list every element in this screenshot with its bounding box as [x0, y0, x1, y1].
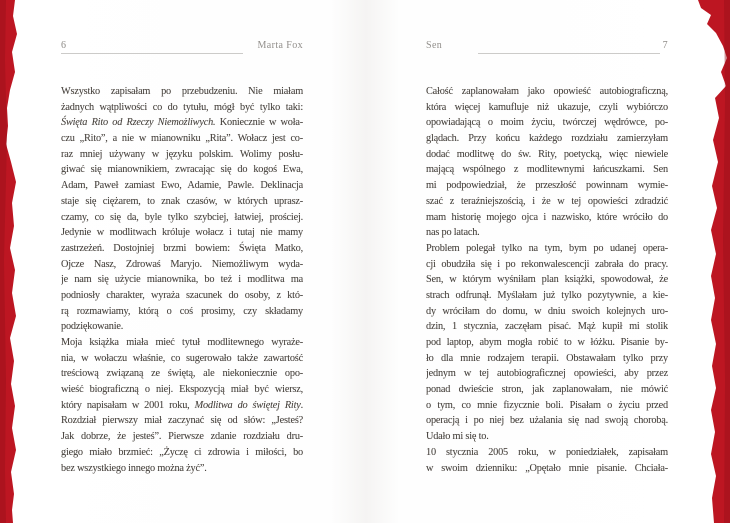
left-page-header	[61, 40, 303, 54]
text-line: która więcej kamufluje niż ukazuje, czyli wybiórczo	[426, 101, 668, 113]
text-line: podziękowanie.	[61, 321, 124, 333]
text-line: Ojcze Nasz, Zdrowaś Maryjo. Niemożliwym wyda-	[61, 258, 303, 270]
text-line: operacją i po niej bez użalania się nad swoją chorobą.	[426, 415, 668, 427]
text-line: mi podpowiedział, że przeszłość powinnam wymie-	[426, 180, 668, 192]
text-line: je nam się użycie mianownika, bo też i modlitwa ma	[61, 274, 303, 286]
text-line: zastrzeżeń. Dostojniej brzmi bowiem: Święta Matko,	[61, 242, 303, 254]
red-edge-right-shade	[723, 0, 730, 523]
text-line: Udało mi się to.	[426, 431, 489, 443]
text-line: który napisałam w 2001 roku, Modlitwa do świętej Rity.	[61, 399, 303, 411]
text-line: glądach. Przy końcu każdego rozdziału zamierzyłam	[426, 133, 668, 145]
text-line: cji obudziła się i po rekonwalescencji zabrała do pracy.	[426, 258, 668, 270]
right-page-text	[426, 84, 668, 476]
text-line: Rozdział pierwszy miał zaczynać się od słów: „Jesteś?	[61, 415, 303, 427]
text-line: czamy, co się da, byle tylko szybciej, łatwiej, prościej.	[61, 211, 303, 223]
text-line: staje się ciężarem, to znak czasów, w których uprasz-	[61, 195, 303, 207]
text-line: giwać się mianownikiem, zwracając się do kogoś Ewa,	[61, 164, 303, 176]
red-edge-left	[0, 0, 17, 523]
text-line: żadnych wątpliwości co do tytułu, mógł być tylko taki:	[61, 101, 303, 113]
text-line: strach odfrunął. Myślałam już tylko pozytywnie, a kie-	[426, 289, 668, 301]
text-line: 10 stycznia 2005 roku, w poniedziałek, zapisałam	[426, 446, 668, 458]
red-edge-right	[698, 0, 730, 523]
right-header-rule	[478, 53, 660, 54]
left-running-header: Marta Fox	[257, 40, 303, 51]
text-line: giego miało brzmieć: „Życzę ci zdrowia i miłości, bo	[61, 446, 303, 458]
text-line: mam historię mojego ojca i nazwisko, które wróciło do	[426, 211, 668, 223]
text-line: nas po latach.	[426, 227, 480, 239]
left-header-rule	[61, 53, 243, 54]
text-line: szać z teraźniejszością, i że w tej opowieści zdradzić	[426, 195, 668, 207]
text-line: podniosły charakter, wyraża szacunek do osoby, z któ-	[61, 289, 303, 301]
red-edge-left-shade	[0, 0, 7, 523]
right-page-header	[426, 40, 668, 54]
right-running-header: Sen	[426, 40, 443, 51]
text-line: ło dla mnie rodzajem terapii. Obstawałam tylko przy	[426, 352, 668, 364]
text-line: jednym w tej autobiograficznej opowieści, aby przez	[426, 368, 668, 380]
text-line: Jedynie w modlitwach króluje wołacz i tutaj nie mamy	[61, 227, 303, 239]
text-line: Całość zaplanowałam jako opowieść autobiograficzną,	[426, 86, 668, 97]
text-line: dodać modlitwę do św. Rity, poetycką, więc niewiele	[426, 148, 668, 160]
text-line: Wszystko zapisałam po przebudzeniu. Nie miałam	[61, 86, 303, 97]
text-line: pod laptop, abym mogła robić to w łóżku. Pisanie by-	[426, 337, 668, 348]
text-line: Święta Rito od Rzeczy Niemożliwych. Koniecznie w woła-	[61, 117, 303, 129]
left-page-number: 6	[61, 40, 67, 51]
text-line: Adam, Paweł zamiast Ewo, Adamie, Pawle. Deklinacja	[61, 180, 303, 192]
text-line: Problem polegał tylko na tym, bym po udanej opera-	[426, 242, 668, 254]
text-line: opowiadającą o moim życiu, twórczej wędrówce, po-	[426, 117, 668, 129]
text-line: w swoim dzienniku: „Opętało mnie pisanie. Chciała-	[426, 462, 668, 474]
text-line: treściową związaną ze świętą, ale niekoniecznie opo-	[61, 368, 303, 380]
text-line: Sen, w którym wyśniłam plan książki, spowodował, że	[426, 274, 668, 286]
text-line: wieść biograficzną o niej. Ekspozycją miał być wiersz,	[61, 384, 303, 396]
text-line: rą rozmawiamy, którą o coś prosimy, czy składamy	[61, 305, 303, 317]
text-line: ponad dwieście stron, jak zaplanowałam, nie mówić	[426, 384, 668, 396]
text-line: bez wszystkiego innego można żyć”.	[61, 462, 207, 474]
text-line: mającą wspólnego z modlitewnymi łańcuszkami. Sen	[426, 164, 668, 176]
text-line: o tym, co mnie fizycznie boli. Pisałam o życiu przed	[426, 399, 668, 411]
text-line: dy wróciłam do domu, w dniu swoich kolejnych uro-	[426, 305, 668, 317]
left-page-text	[61, 84, 303, 476]
text-line: czu „Rito”, a nie w mianowniku „Rita”. Wołacz jest co-	[61, 133, 303, 145]
text-line: raz mniej używany w języku polskim. Wolimy posłu-	[61, 148, 303, 160]
text-line: Moja książka miała mieć tytuł modlitewnego wyraże-	[61, 337, 303, 348]
text-line: nia, w wołaczu właśnie, co sugerowało także zawartość	[61, 352, 303, 364]
text-line: Jak dobrze, że jesteś”. Pierwsze zdanie rozdziału dru-	[61, 431, 303, 443]
text-line: dzin, 1 stycznia, zaczęłam pisać. Mąż kupił mi stolik	[426, 321, 668, 333]
right-page-number: 7	[662, 40, 668, 51]
